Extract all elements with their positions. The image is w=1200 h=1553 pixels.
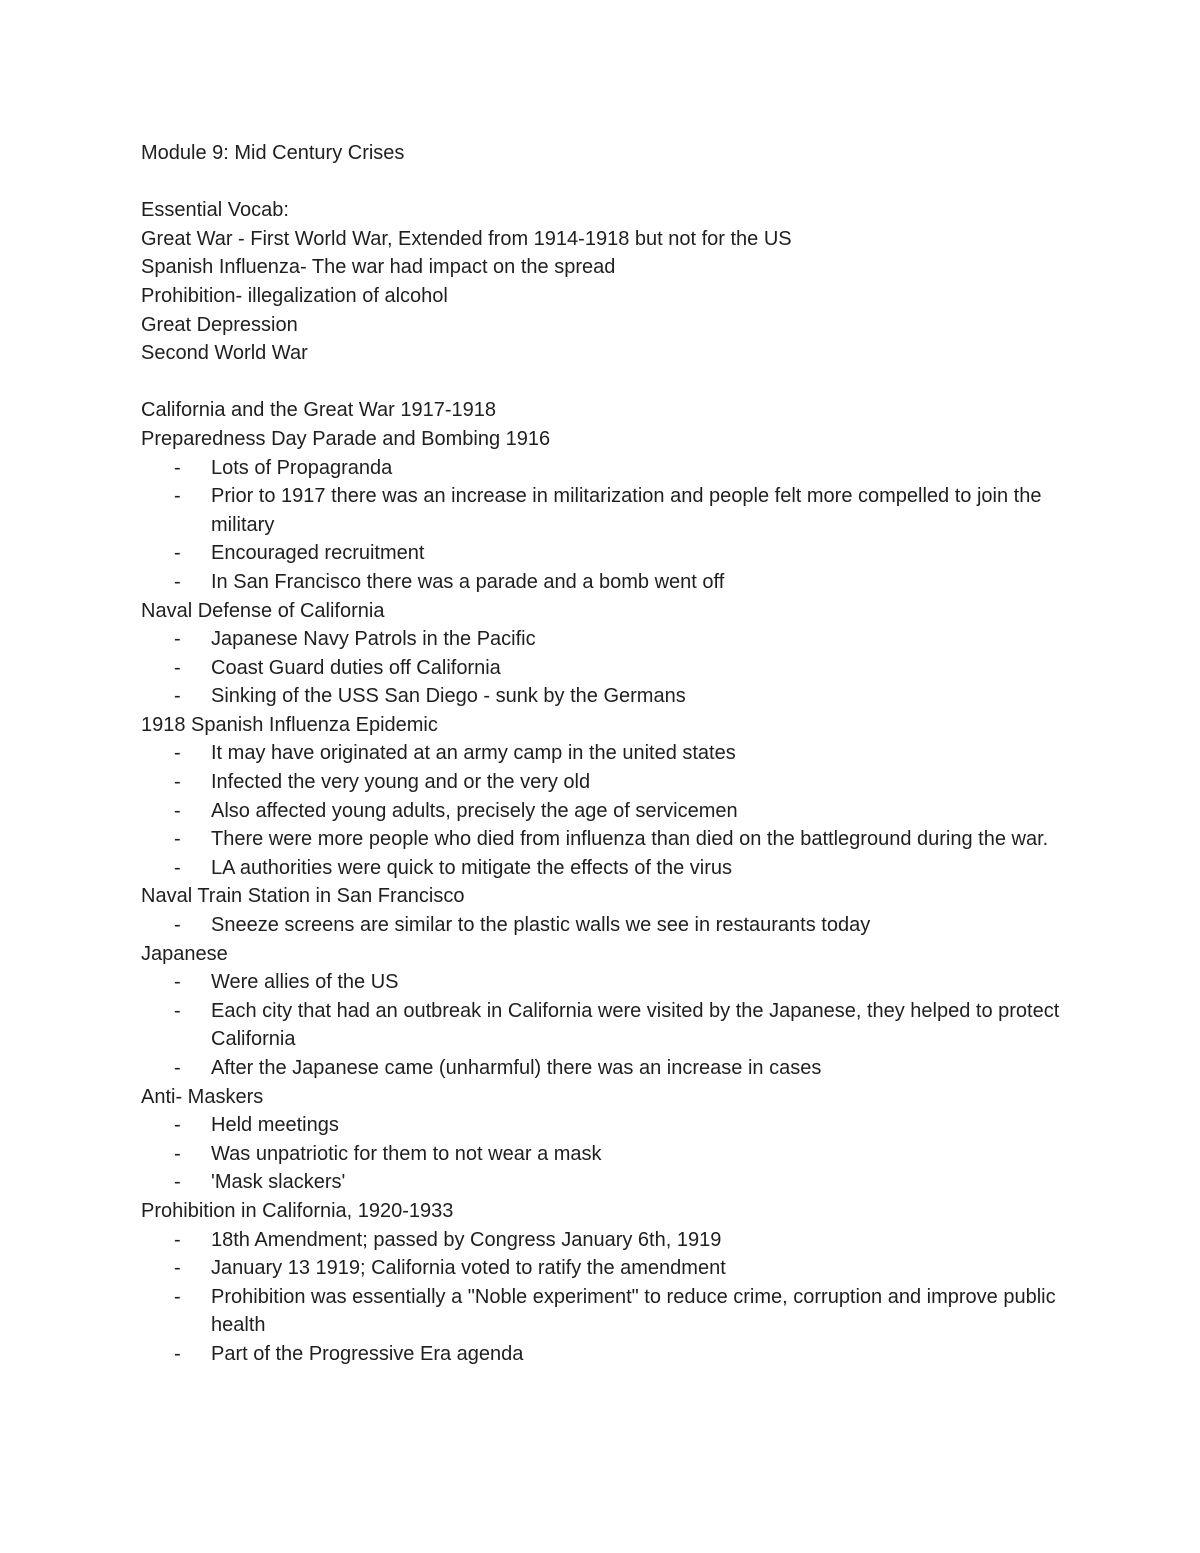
vocab-item: Second World War [141,342,308,365]
vocab-item: Great War - First World War, Extended from 1914-1918 but not for the US [141,227,792,250]
bullet-item [141,568,1071,597]
bullet-text: Infected the very young and or the very old [211,771,591,794]
bullet-list [141,1226,1071,1369]
bullet-dash: - [174,1057,181,1079]
bullet-dash: - [174,542,181,565]
bullet-dash: - [174,856,181,879]
bullet-text: There were more people who died from influenza than died on the battleground during the war. [211,828,1049,851]
bullet-text: Also affected young adults, precisely the age of servicemen [211,799,738,822]
vocab-item: Prohibition- illegalization of alcohol [141,284,448,307]
bullet-item [141,1226,1071,1255]
bullet-item [141,482,1071,539]
bullet-text: 'Mask slackers' [211,1171,346,1194]
bullet-dash: - [174,971,181,994]
bullet-item [141,739,1071,768]
bullet-text: LA authorities were quick to mitigate the effects of the virus [211,856,733,879]
bullet-dash: - [174,828,181,851]
bullet-dash: - [174,570,181,593]
bullet-text: Coast Guard duties off California [211,656,501,679]
bullet-text: It may have originated at an army camp in the united states [211,742,736,765]
blank-line [141,368,1071,397]
blank-line [141,168,1071,197]
bullet-dash: - [174,628,181,651]
section-heading: California and the Great War 1917-1918 [141,399,497,422]
bullet-dash: - [174,1142,181,1165]
bullet-item [141,454,1071,483]
bullet-list [141,1111,1071,1197]
topic-heading: Preparedness Day Parade and Bombing 1916 [141,427,551,450]
bullet-text: Each city that had an outbreak in California were visited by the Japanese, they helped to protect California [211,999,1060,1051]
bullet-text: Japanese Navy Patrols in the Pacific [211,628,536,651]
bullet-text: Held meetings [211,1114,339,1137]
bullet-dash: - [174,799,181,822]
topic-heading: Naval Train Station in San Francisco [141,885,465,908]
bullet-item [141,825,1071,854]
bullet-item [141,1168,1071,1197]
bullet-dash: - [174,685,181,708]
bullet-dash: - [174,1114,181,1137]
bullet-item [141,1054,1071,1083]
document-title: Module 9: Mid Century Crises [141,142,405,164]
bullet-list [141,739,1071,882]
bullet-text: Part of the Progressive Era agenda [211,1342,524,1365]
bullet-item [141,682,1071,711]
bullet-text: In San Francisco there was a parade and a bomb went off [211,570,725,593]
bullet-item [141,911,1071,940]
bullet-text: Prohibition was essentially a "Noble experiment" to reduce crime, corruption and improve public health [211,1285,1056,1337]
vocab-heading: Essential Vocab: [141,199,289,222]
bullet-dash: - [174,656,181,679]
document-body [141,139,1071,1369]
bullet-list [141,911,1071,940]
bullet-item [141,654,1071,683]
vocab-item: Great Depression [141,313,298,336]
bullet-item [141,768,1071,797]
bullet-dash: - [174,1228,181,1251]
bullet-item [141,1283,1071,1340]
bullet-text: Sneeze screens are similar to the plastic walls we see in restaurants today [211,914,871,937]
bullet-dash: - [174,771,181,794]
bullet-dash: - [174,1285,181,1308]
bullet-list [141,454,1071,597]
bullet-dash: - [174,1171,181,1194]
bullet-item [141,1140,1071,1169]
topic-heading: Japanese [141,942,228,965]
bullet-dash: - [174,914,181,937]
bullet-list [141,968,1071,1082]
bullet-text: Was unpatriotic for them to not wear a mask [211,1142,602,1165]
bullet-item [141,625,1071,654]
bullet-list [141,625,1071,711]
topic-heading: Anti- Maskers [141,1085,264,1108]
bullet-text: 18th Amendment; passed by Congress January 6th, 1919 [211,1228,722,1251]
bullet-item [141,854,1071,883]
bullet-dash: - [174,742,181,765]
bullet-dash: - [174,485,181,508]
topic-heading: 1918 Spanish Influenza Epidemic [141,713,438,736]
bullet-item [141,1340,1071,1369]
bullet-dash: - [174,999,181,1022]
topic-heading: Prohibition in California, 1920-1933 [141,1199,454,1222]
bullet-dash: - [174,1257,181,1280]
vocab-list [141,225,1071,368]
topic-heading: Naval Defense of California [141,599,385,622]
bullet-item [141,1111,1071,1140]
bullet-text: Lots of Propagranda [211,456,393,479]
bullet-item [141,997,1071,1054]
bullet-item [141,797,1071,826]
vocab-item: Spanish Influenza- The war had impact on the spread [141,256,616,279]
bullet-dash: - [174,1342,181,1365]
bullet-text: Prior to 1917 there was an increase in militarization and people felt more compelled to join the military [211,485,1042,536]
bullet-item [141,1254,1071,1283]
bullet-dash: - [174,456,181,479]
bullet-text: January 13 1919; California voted to ratify the amendment [211,1257,726,1280]
bullet-text: After the Japanese came (unharmful) there was an increase in cases [211,1057,822,1079]
bullet-text: Were allies of the US [211,971,399,994]
bullet-item [141,539,1071,568]
bullet-text: Sinking of the USS San Diego - sunk by the Germans [211,685,686,708]
bullet-text: Encouraged recruitment [211,542,425,565]
bullet-item [141,968,1071,997]
